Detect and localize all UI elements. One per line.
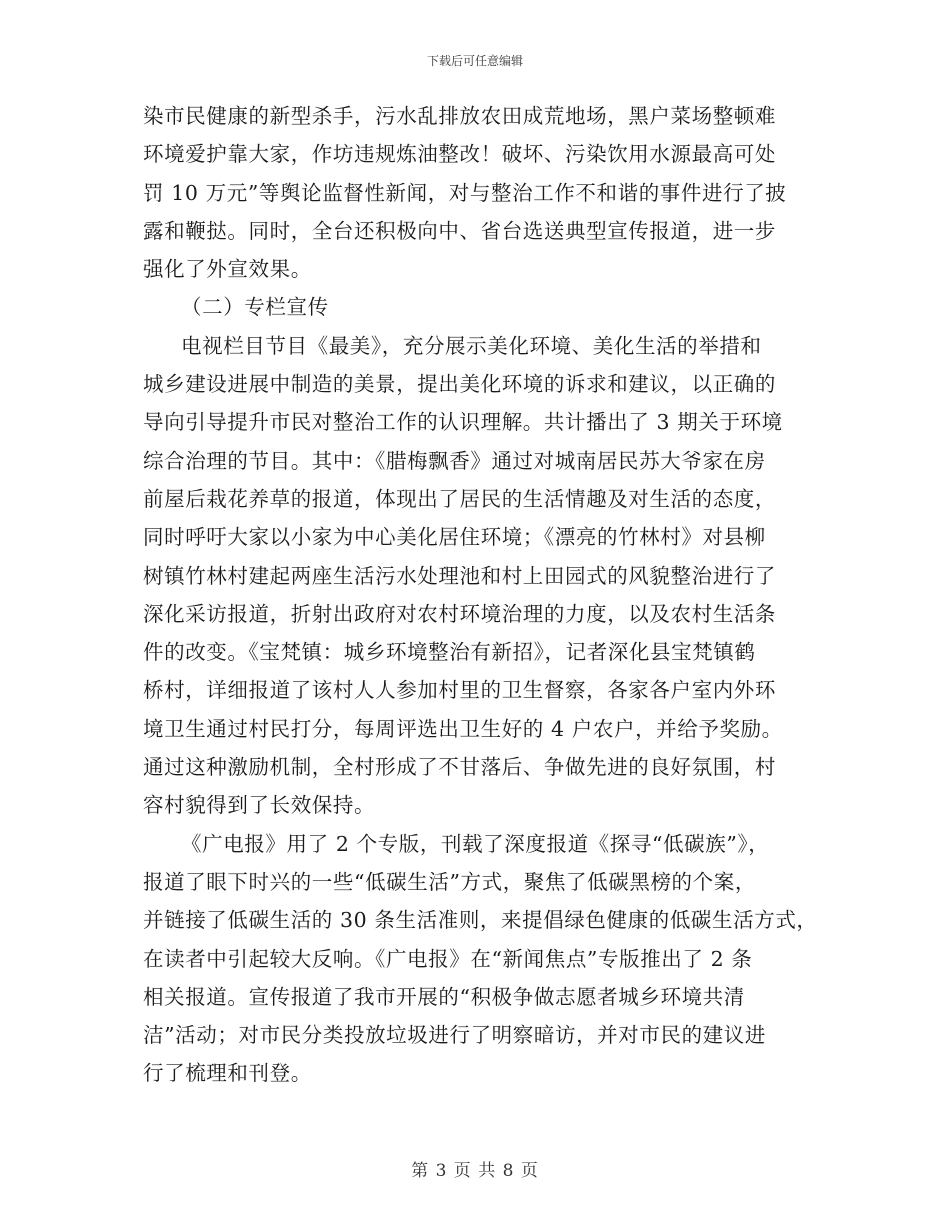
text-line: 露和鞭挞。同时，全台还积极向中、省台选送典型宣传报道，进一步: [143, 218, 776, 243]
text-line: 《广电报》用了 2 个专版，刊载了深度报道《探寻“低碳族”》，: [181, 831, 770, 856]
text-line: 同时呼吁大家以小家为中心美化居住环境；《漂亮的竹林村》对县柳: [143, 525, 766, 550]
text-line: 桥村，详细报道了该村人人参加村里的卫生督察，各家各户室内外环: [143, 678, 776, 703]
text-line: 导向引导提升市民对整治工作的认识理解。共计播出了 3 期关于环境: [143, 410, 783, 435]
text-line: 境卫生通过村民打分，每周评选出卫生好的 4 户农户，并给予奖励。: [143, 716, 783, 741]
text-line: 并链接了低碳生活的 30 条生活准则，来提倡绿色健康的低碳生活方式，: [143, 908, 818, 933]
page-header: 下载后可任意编辑: [426, 54, 523, 68]
text-line: 相关报道。宣传报道了我市开展的“积极争做志愿者城乡环境共清: [143, 984, 745, 1009]
text-line: 件的改变。《宝梵镇：城乡环境整治有新招》，记者深化县宝梵镇鹤: [143, 640, 756, 665]
text-line: 电视栏目节目《最美》，充分展示美化环境、美化生活的举措和: [181, 333, 762, 358]
text-line: 前屋后栽花养草的报道，体现出了居民的生活情趣及对生活的态度，: [143, 486, 776, 511]
section-heading: （二）专栏宣传: [181, 295, 329, 320]
text-line: 行了梳理和刊登。: [143, 1061, 312, 1086]
text-line: 环境爱护靠大家，作坊违规炼油整改！破坏、污染饮用水源最高可处: [143, 142, 776, 167]
text-line: 综合治理的节目。其中：《腊梅飘香》通过对城南居民苏大爷家在房: [143, 448, 766, 473]
text-line: 强化了外宣效果。: [143, 257, 312, 282]
text-line: 容村貌得到了长效保持。: [143, 793, 376, 818]
text-line: 报道了眼下时兴的一些“低碳生活”方式，聚焦了低碳黑榜的个案，: [143, 869, 756, 894]
page-number: 第 3 页 共 8 页: [411, 1161, 539, 1181]
text-line: 染市民健康的新型杀手，污水乱排放农田成荒地场，黑户菜场整顿难: [143, 104, 776, 128]
text-line: 通过这种激励机制，全村形成了不甘落后、争做先进的良好氛围，村: [143, 755, 776, 780]
document-body: [143, 97, 843, 1093]
text-line: 城乡建设进展中制造的美景，提出美化环境的诉求和建议，以正确的: [143, 372, 776, 397]
text-line: 罚 10 万元”等舆论监督性新闻，对与整治工作不和谐的事件进行了披: [143, 180, 787, 205]
text-line: 树镇竹林村建起两座生活污水处理池和村上田园式的风貌整治进行了: [143, 563, 776, 588]
text-line: 深化采访报道，折射出政府对农村环境治理的力度，以及农村生活条: [143, 601, 776, 626]
text-line: 洁”活动；对市民分类投放垃圾进行了明察暗访，并对市民的建议进: [143, 1023, 766, 1048]
text-line: 在读者中引起较大反响。《广电报》在“新闻焦点”专版推出了 2 条: [143, 946, 753, 971]
